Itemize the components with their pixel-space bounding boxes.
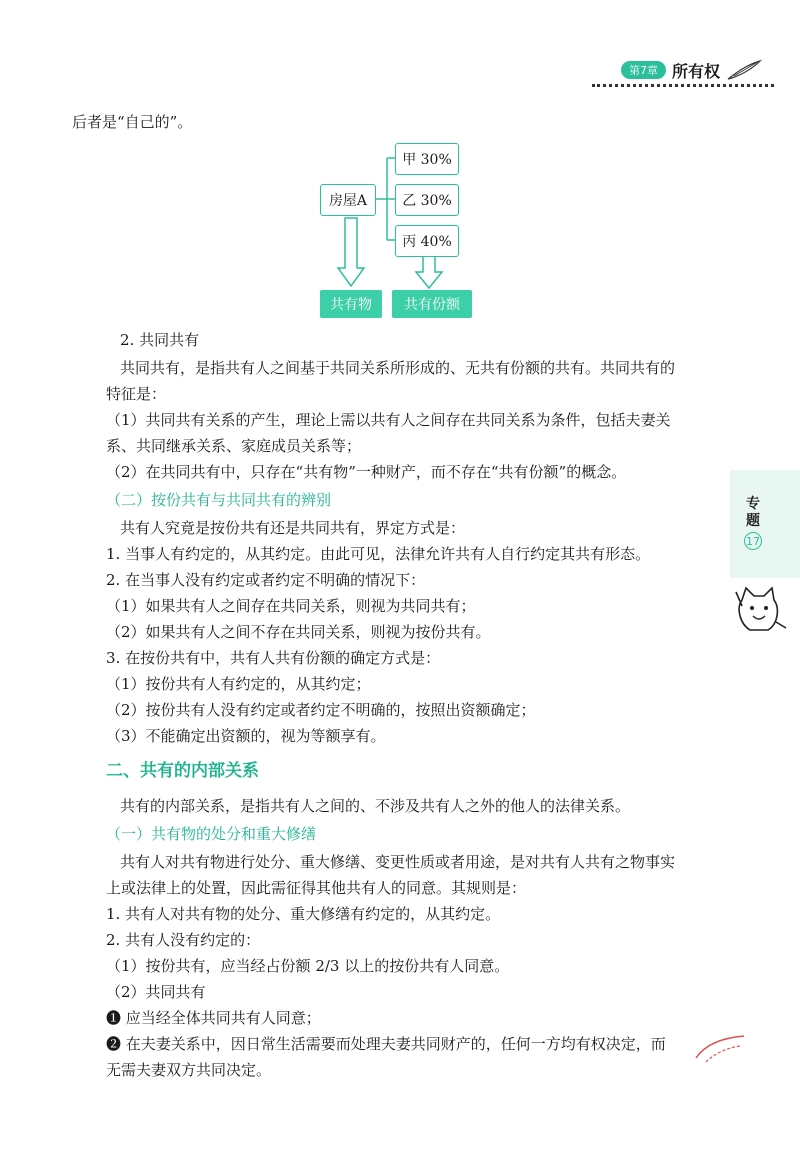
- side-tab-label: 专题: [746, 496, 760, 529]
- diagram-branch-jia: 甲 30%: [395, 143, 459, 175]
- paragraph-line: 共同共有，是指共有人之间基于共同关系所形成的、无共有份额的共有。共同共有的: [120, 359, 676, 377]
- paragraph-line: 无需夫妻双方共同决定。: [106, 1061, 272, 1079]
- side-tab: [730, 470, 800, 578]
- paragraph-line: 1. 共有人对共有物的处分、重大修缮有约定的，从其约定。: [106, 905, 501, 923]
- paragraph-line: （1）如果共有人之间存在共同关系，则视为共同共有；: [106, 597, 476, 615]
- intro-line: 后者是“自己的”。: [72, 113, 193, 131]
- paragraph-line: 2. 共有人没有约定的：: [106, 931, 261, 949]
- paragraph-line: （1）共同共有关系的产生，理论上需以共有人之间存在共同关系为条件，包括夫妻关: [106, 411, 671, 429]
- diagram-branch-bing: 丙 40%: [395, 225, 459, 257]
- stamp-icon: [690, 1028, 750, 1068]
- diagram-result-shared-property: 共有物: [320, 290, 382, 318]
- paragraph-line: （1）按份共有人有约定的，从其约定；: [106, 675, 371, 693]
- paragraph-line: （1）按份共有，应当经占份额 2/3 以上的按份共有人同意。: [106, 957, 510, 975]
- diagram-root-box: 房屋A: [320, 184, 376, 216]
- diagram-result-shares: 共有份额: [392, 290, 472, 318]
- cat-mascot-icon: [728, 582, 790, 638]
- paragraph-line: （2）按份共有人没有约定或者约定不明确的，按照出资额确定；: [106, 701, 536, 719]
- paragraph-line: 共有的内部关系，是指共有人之间的、不涉及共有人之外的他人的法律关系。: [120, 797, 631, 815]
- paragraph-line: ❶ 应当经全体共同共有人同意；: [106, 1009, 321, 1027]
- side-tab-number: 17: [744, 532, 762, 550]
- section-joint-title: 2. 共同共有: [120, 331, 200, 349]
- chapter-label: 第7章: [621, 61, 666, 79]
- section-heading-internal-relations: 二、共有的内部关系: [106, 761, 259, 781]
- diagram-branch-yi: 乙 30%: [395, 184, 459, 216]
- paragraph-line: 1. 当事人有约定的，从其约定。由此可见，法律允许共有人自行约定其共有形态。: [106, 545, 651, 563]
- paragraph-line: 特征是：: [106, 385, 167, 403]
- paragraph-line: （2）在共同共有中，只存在“共有物”一种财产，而不存在“共有份额”的概念。: [106, 463, 627, 481]
- chapter-title: 所有权: [671, 61, 720, 81]
- paragraph-line: 3. 在按份共有中，共有人共有份额的确定方式是：: [106, 649, 441, 667]
- paragraph-line: 系、共同继承关系、家庭成员关系等；: [106, 437, 362, 455]
- paragraph-line: ❷ 在夫妻关系中，因日常生活需要而处理夫妻共同财产的，任何一方均有权决定，而: [106, 1035, 666, 1053]
- paragraph-line: （2）如果共有人之间不存在共同关系，则视为按份共有。: [106, 623, 491, 641]
- paragraph-line: 共有人究竟是按份共有还是共同共有，界定方式是：: [120, 519, 466, 537]
- subheading-disposal: （一）共有物的处分和重大修缮: [106, 825, 317, 843]
- subheading-distinguish: （二）按份共有与共同共有的辨别: [106, 491, 332, 509]
- paragraph-line: 上或法律上的处置，因此需征得其他共有人的同意。其规则是：: [106, 879, 527, 897]
- paragraph-line: 2. 在当事人没有约定或者约定不明确的情况下：: [106, 571, 426, 589]
- paragraph-line: （2）共同共有: [106, 983, 206, 1001]
- paragraph-line: 共有人对共有物进行处分、重大修缮、变更性质或者用途，是对共有人共有之物事实: [120, 853, 676, 871]
- paragraph-line: （3）不能确定出资额的，视为等额享有。: [106, 727, 386, 745]
